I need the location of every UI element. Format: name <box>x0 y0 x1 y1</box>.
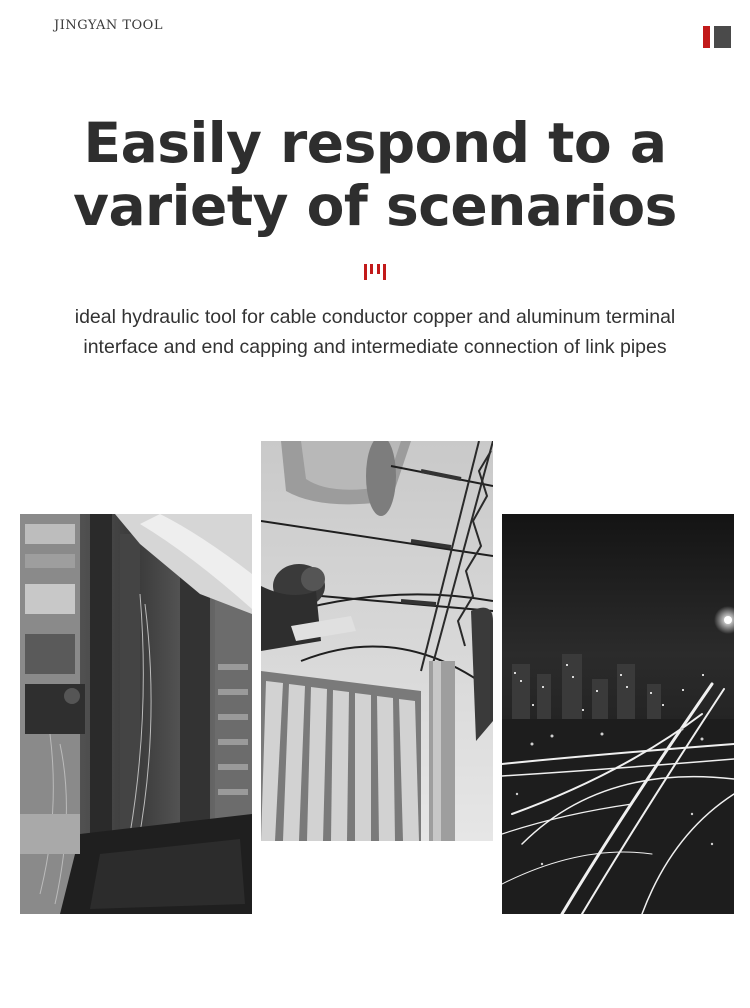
description-line-1: ideal hydraulic tool for cable conductor copper and aluminum terminal <box>74 306 676 328</box>
description-line-2: interface and end capping and intermediate connection of link pipes <box>83 336 667 358</box>
city-night-highway-photo <box>502 514 734 914</box>
page-title <box>0 112 750 238</box>
power-line-workers-photo <box>261 441 493 841</box>
corner-logo-mark <box>703 26 731 48</box>
decorative-divider-icon <box>364 264 388 280</box>
red-bar <box>703 26 710 48</box>
title-line-2: variety of scenarios <box>73 174 677 238</box>
server-rack-photo <box>20 514 252 914</box>
grey-square <box>714 26 731 48</box>
brand-name: JINGYAN TOOL <box>54 18 163 33</box>
title-line-1: Easily respond to a <box>83 111 667 175</box>
description <box>0 302 750 362</box>
